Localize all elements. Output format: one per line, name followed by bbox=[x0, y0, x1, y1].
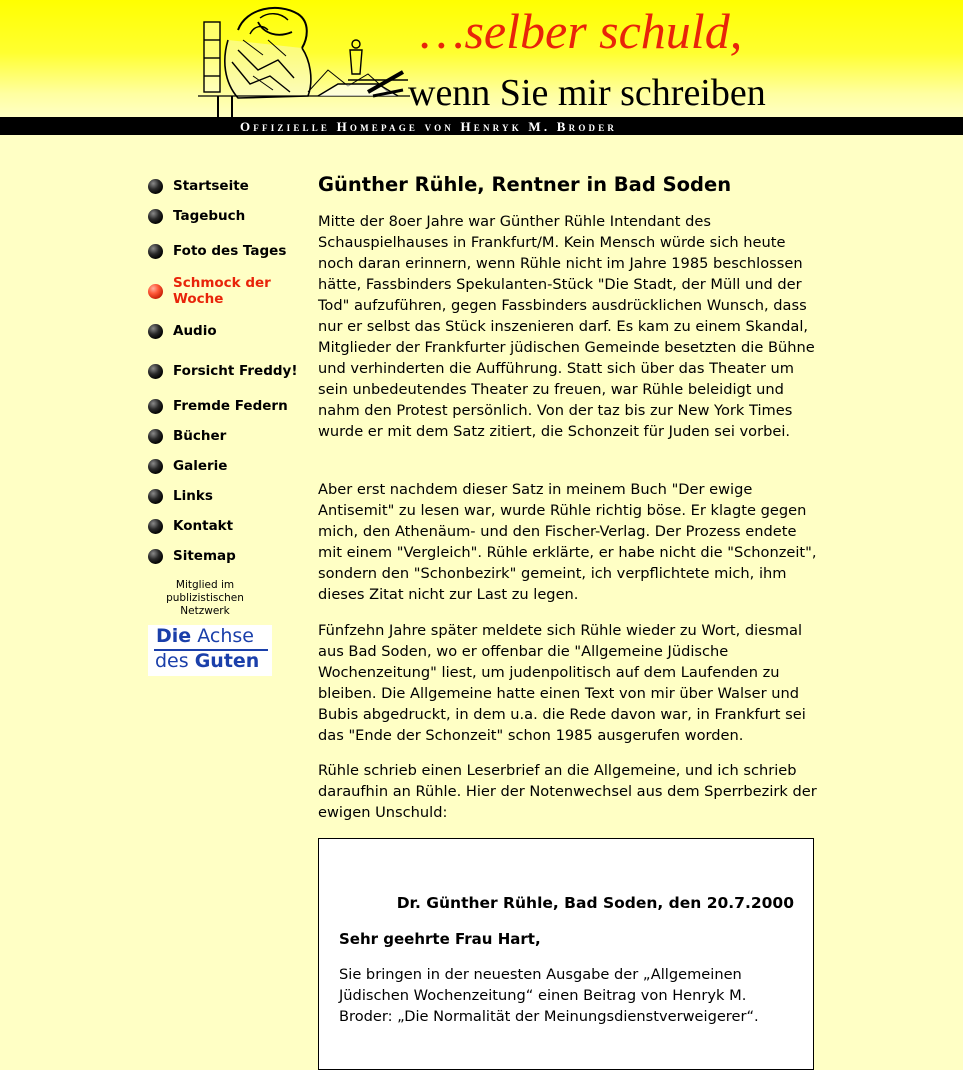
nav-label[interactable]: Sitemap bbox=[173, 548, 236, 564]
site-title-line2: wenn Sie mir schreiben bbox=[408, 72, 766, 114]
bullet-icon bbox=[148, 399, 163, 414]
bullet-icon bbox=[148, 364, 163, 379]
achse-logo-line2: des Guten bbox=[155, 650, 260, 672]
nav-item-foto-des-tages[interactable] bbox=[148, 243, 298, 259]
bullet-active-icon bbox=[148, 284, 163, 299]
nav-item-fremde-federn[interactable] bbox=[148, 398, 298, 414]
nav-label[interactable]: Forsicht Freddy! bbox=[173, 363, 298, 379]
bullet-icon bbox=[148, 519, 163, 534]
letter-salutation: Sehr geehrte Frau Hart, bbox=[339, 930, 541, 948]
nav-label[interactable]: Links bbox=[173, 488, 213, 504]
nav-item-kontakt[interactable] bbox=[148, 518, 298, 534]
nav-label[interactable]: Galerie bbox=[173, 458, 228, 474]
achse-logo-line1: Die Achse bbox=[156, 625, 254, 647]
nav-label[interactable]: Startseite bbox=[173, 178, 249, 194]
nav-label[interactable]: Tagebuch bbox=[173, 208, 246, 224]
nav-item-tagebuch[interactable] bbox=[148, 208, 298, 224]
nav-item-sitemap[interactable] bbox=[148, 548, 298, 564]
letter-box bbox=[318, 838, 814, 1070]
nav-item-startseite[interactable] bbox=[148, 178, 298, 194]
nav-label[interactable]: Fremde Federn bbox=[173, 398, 288, 414]
bullet-icon bbox=[148, 244, 163, 259]
article-paragraph: Mitte der 8oer Jahre war Günther Rühle Intendant des Schauspielhauses in Frankfurt/M. Kein Mensch würde sich heute noch daran erinnern, wenn Rühle nicht im Jahre 1985 beschlossen hätte, Fassbinders Spekulanten-Stück "Die Stadt, der Müll und der Tod" aufzuführen, gegen Fassbinders ausdrücklichen Wunsch, dass nur er selbst das Stück inszenieren darf. Es kam zu einem Skandal, Mitglieder der Frankfurter jüdischen Gemeinde besetzten die Bühne und verhinderten die Aufführung. Statt sich über das Theater um sein unbedeutendes Theater zu freuen, war Rühle beleidigt und nahm den Protest persönlich. Von der taz bis zur New York Times wurde er mit dem Satz zitiert, die Schonzeit für Juden sei vorbei. bbox=[318, 213, 815, 440]
bullet-icon bbox=[148, 429, 163, 444]
member-note: Mitglied im publizistischen Netzwerk bbox=[166, 579, 244, 617]
nav-label[interactable]: Kontakt bbox=[173, 518, 234, 534]
nav-label[interactable]: Audio bbox=[173, 323, 217, 339]
nav-item-schmock-der-woche[interactable] bbox=[148, 275, 298, 307]
nav-item-links[interactable] bbox=[148, 488, 298, 504]
site-header bbox=[0, 0, 963, 117]
bullet-icon bbox=[148, 549, 163, 564]
site-title-line1: …selber schuld, bbox=[420, 3, 743, 59]
nav-label[interactable]: Foto des Tages bbox=[173, 243, 287, 259]
bullet-icon bbox=[148, 459, 163, 474]
article-paragraph: Rühle schrieb einen Leserbrief an die Allgemeine, und ich schrieb daraufhin an Rühle. Hier der Notenwechsel aus dem Sperrbezirk der ewigen Unschuld: bbox=[318, 762, 817, 821]
banner-text: Offizielle Homepage von Henryk M. Broder bbox=[240, 119, 618, 134]
achse-des-guten-logo[interactable] bbox=[148, 625, 272, 676]
bullet-icon bbox=[148, 179, 163, 194]
letter-body: Sie bringen in der neuesten Ausgabe der „Allgemeinen Jüdischen Wochenzeitung“ einen Beitrag von Henryk M. Broder: „Die Normalität der Meinungsdienstverweigerer“. bbox=[339, 966, 759, 1025]
article-paragraph: Aber erst nachdem dieser Satz in meinem Buch "Der ewige Antisemit" zu lesen war, wurde Rühle richtig böse. Er klagte gegen mich, den Athenäum- und den Fischer-Verlag. Der Prozess endete mit einem "Vergleich". Rühle erklärte, er habe nicht die "Schonzeit", sondern den "Schonbezirk" gemeint, ich verpflichtete mich, ihm dieses Zitat nicht zur Last zu legen. bbox=[318, 481, 817, 603]
nav-item-galerie[interactable] bbox=[148, 458, 298, 474]
bullet-icon bbox=[148, 209, 163, 224]
nav-label-active[interactable]: Schmock der Woche bbox=[173, 275, 271, 307]
article-headline: Günther Rühle, Rentner in Bad Soden bbox=[318, 173, 732, 196]
article-paragraph: Fünfzehn Jahre später meldete sich Rühle wieder zu Wort, diesmal aus Bad Soden, wo er offenbar die "Allgemeine Jüdische Wochenzeitung" liest, um judenpolitisch auf dem Laufenden zu bleiben. Die Allgemeine hatte einen Text von mir über Walser und Bubis abgedruckt, in dem u.a. die Rede davon war, in Frankfurt sei das "Ende der Schonzeit" schon 1985 ausgerufen worden. bbox=[318, 622, 806, 744]
bullet-icon bbox=[148, 324, 163, 339]
nav-item-buecher[interactable] bbox=[148, 428, 298, 444]
header-illustration bbox=[198, 0, 410, 117]
nav-item-forsicht-freddy[interactable] bbox=[148, 363, 298, 379]
subtitle-banner bbox=[0, 117, 963, 135]
nav-item-audio[interactable] bbox=[148, 323, 298, 339]
nav-label[interactable]: Bücher bbox=[173, 428, 227, 444]
letter-date-line: Dr. Günther Rühle, Bad Soden, den 20.7.2000 bbox=[396, 894, 794, 912]
bullet-icon bbox=[148, 489, 163, 504]
